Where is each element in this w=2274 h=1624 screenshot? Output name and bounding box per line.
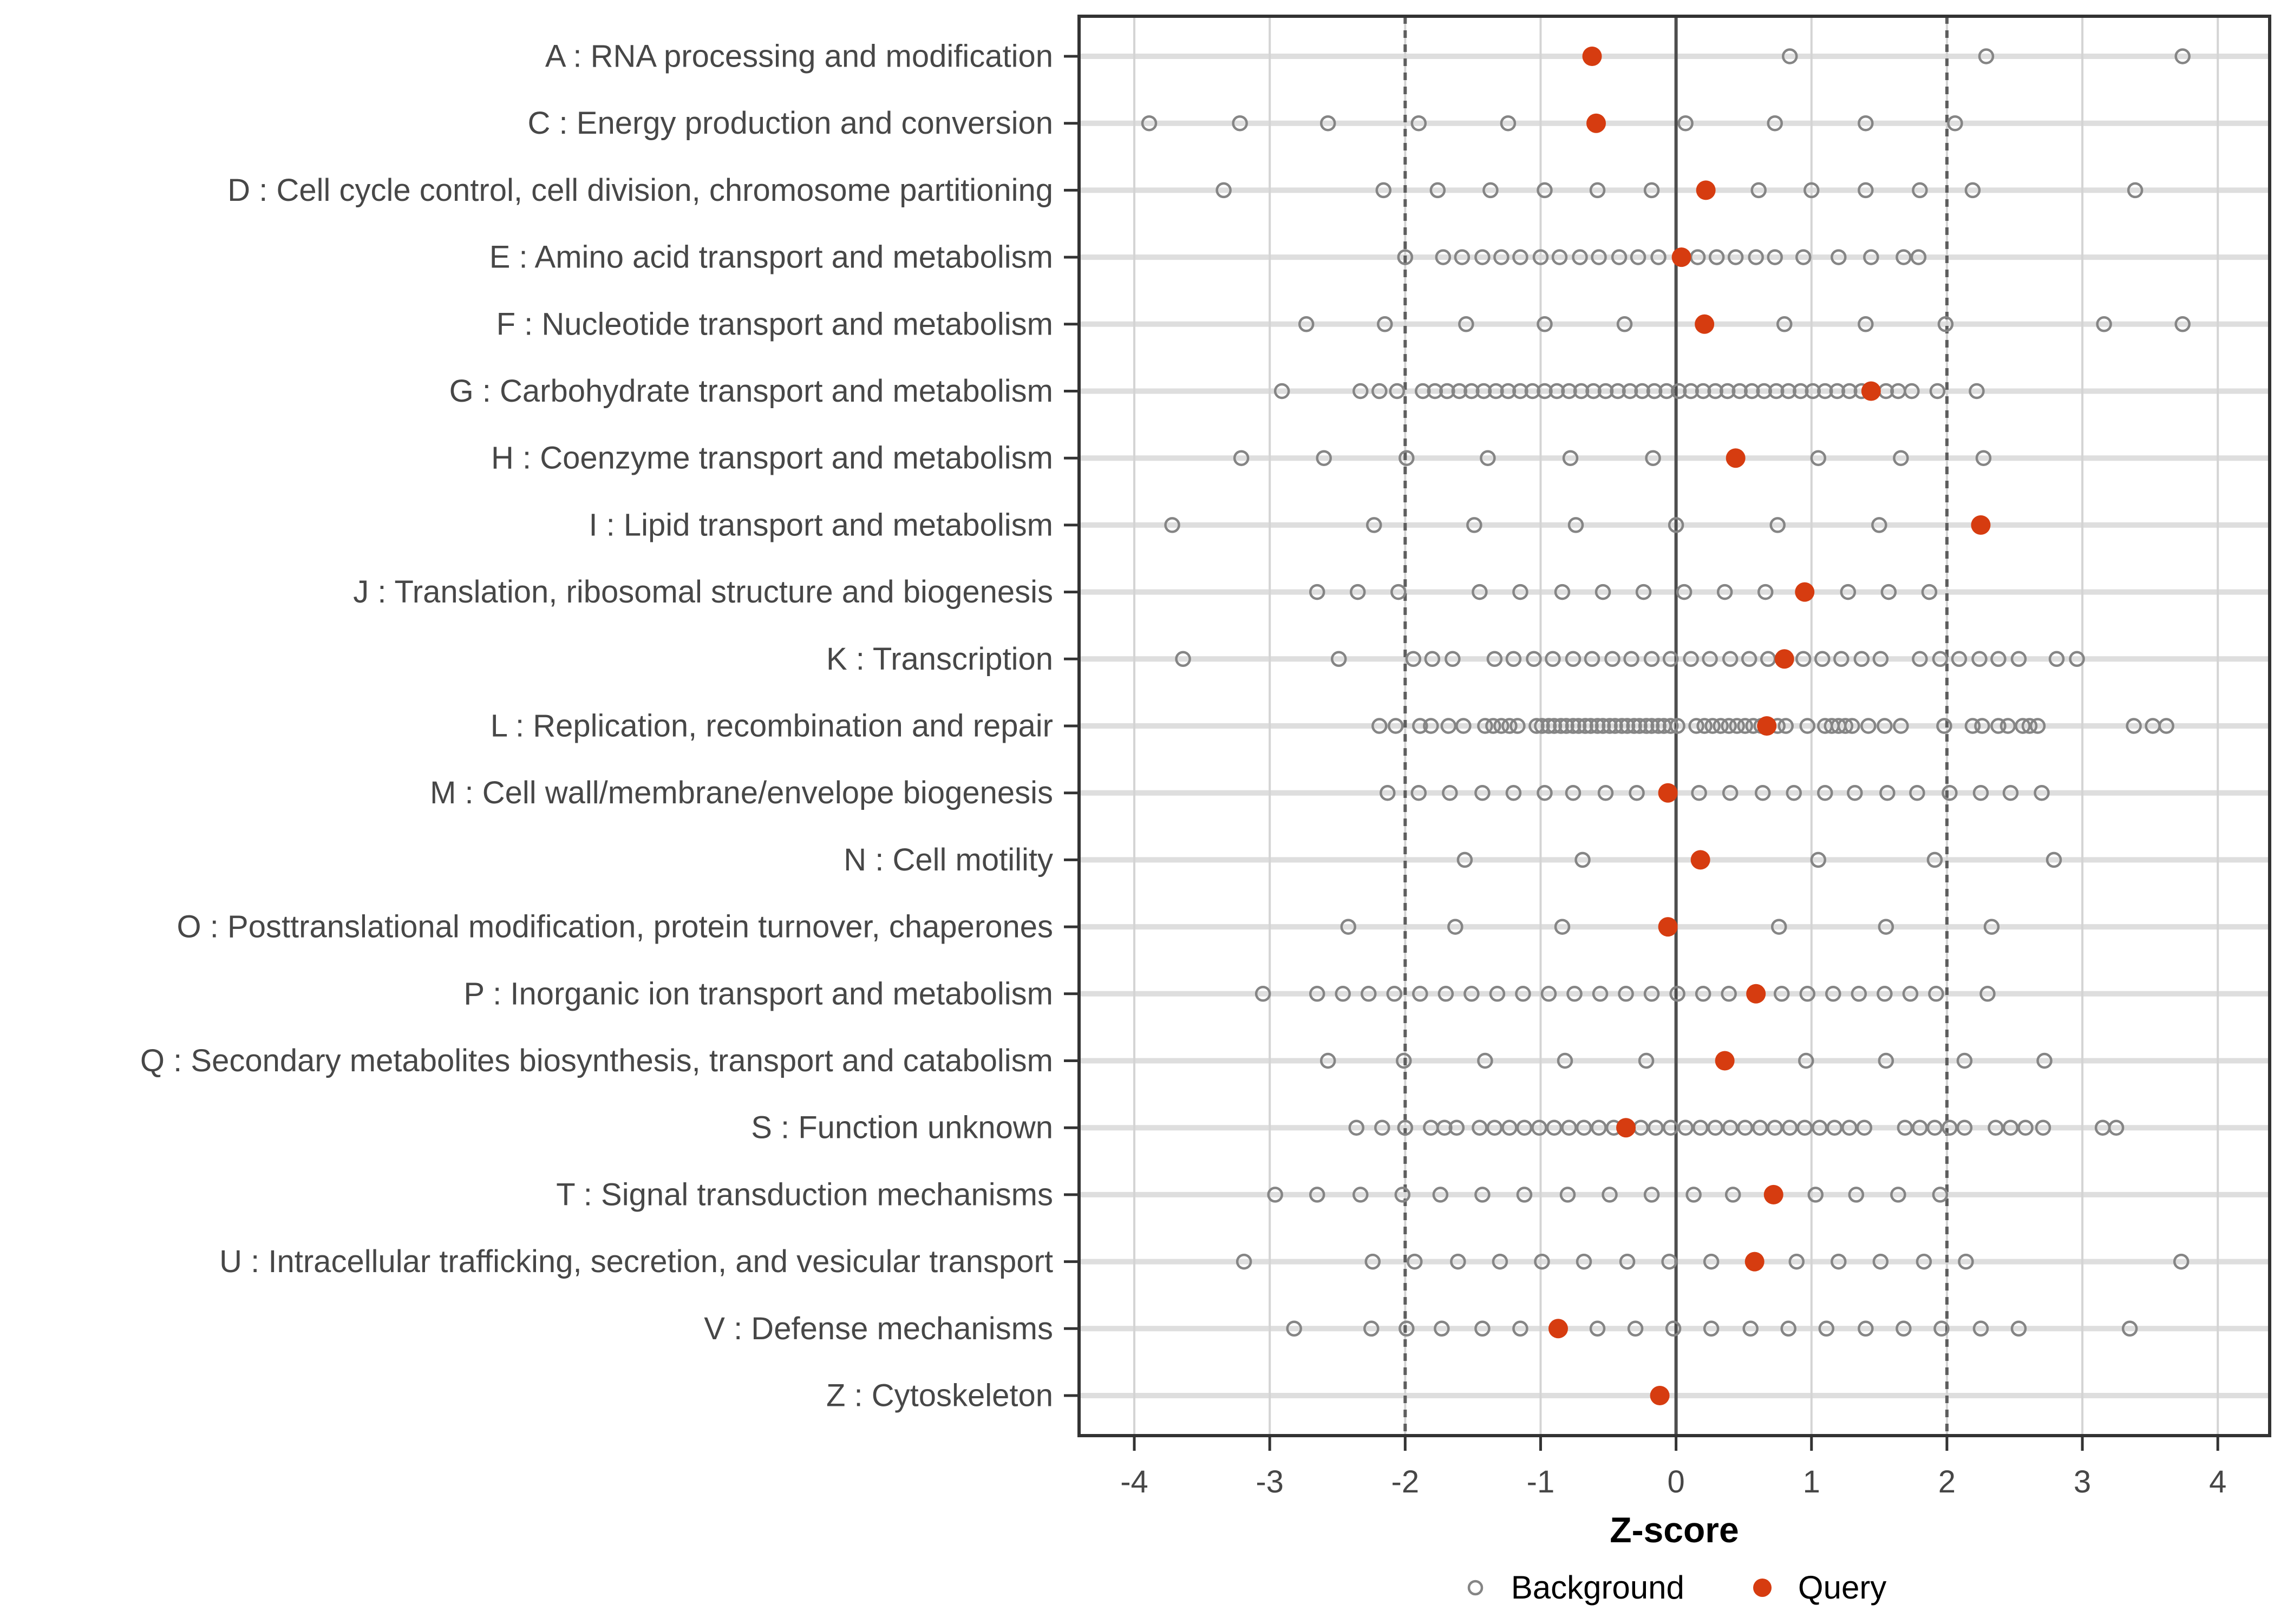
y-axis-label: H : Coenzyme transport and metabolism (491, 440, 1053, 476)
query-point (1586, 114, 1606, 133)
y-axis-label: M : Cell wall/membrane/envelope biogenesis (430, 775, 1053, 811)
y-axis-label: T : Signal transduction mechanisms (556, 1177, 1053, 1213)
query-point (1775, 649, 1794, 669)
query-point (1715, 1051, 1735, 1071)
query-point (1971, 515, 1990, 535)
query-point (1548, 1319, 1568, 1338)
query-point (1861, 382, 1881, 401)
query-point-icon (1749, 1575, 1775, 1601)
x-tick-label: -2 (1391, 1464, 1420, 1499)
query-point (1746, 984, 1766, 1004)
query-point (1658, 783, 1678, 803)
y-axis-label: J : Translation, ribosomal structure and biogenesis (353, 574, 1053, 610)
x-tick-label: 4 (2209, 1464, 2227, 1499)
query-point (1650, 1386, 1670, 1405)
x-tick-label: -4 (1120, 1464, 1148, 1499)
query-point (1695, 315, 1714, 334)
legend-item-background (1462, 1569, 1684, 1606)
query-point (1795, 582, 1814, 602)
y-axis-label: F : Nucleotide transport and metabolism (496, 306, 1053, 342)
y-axis-label: U : Intracellular trafficking, secretion, and vesicular transport (219, 1244, 1053, 1280)
x-tick-label: 2 (1938, 1464, 1956, 1499)
y-axis-label: V : Defense mechanisms (704, 1311, 1053, 1346)
query-point (1696, 180, 1716, 200)
y-axis-label: P : Inorganic ion transport and metabolism (463, 976, 1053, 1012)
query-point (1726, 448, 1746, 468)
y-axis-label: E : Amino acid transport and metabolism (489, 239, 1053, 275)
x-tick-label: -1 (1526, 1464, 1555, 1499)
query-point (1616, 1118, 1636, 1137)
legend-label-query: Query (1798, 1569, 1887, 1606)
y-axis-label: Q : Secondary metabolites biosynthesis, transport and catabolism (140, 1043, 1053, 1078)
background-point-icon (1462, 1575, 1488, 1601)
legend-item-query (1749, 1569, 1886, 1606)
query-point (1691, 850, 1710, 869)
legend-label-background: Background (1511, 1569, 1684, 1606)
y-axis-label: G : Carbohydrate transport and metabolism (449, 374, 1053, 409)
query-point (1583, 47, 1602, 66)
x-tick-label: 1 (1802, 1464, 1820, 1499)
y-axis-label: K : Transcription (826, 641, 1053, 677)
y-axis-label: I : Lipid transport and metabolism (589, 507, 1053, 543)
x-tick-label: -3 (1256, 1464, 1284, 1499)
y-axis-label: S : Function unknown (751, 1110, 1053, 1145)
y-axis-label: A : RNA processing and modification (545, 38, 1053, 74)
query-point (1757, 716, 1776, 736)
query-point (1672, 247, 1691, 267)
query-point (1764, 1185, 1783, 1204)
y-axis-label: D : Cell cycle control, cell division, chromosome partitioning (227, 172, 1053, 208)
x-tick-label: 0 (1667, 1464, 1685, 1499)
query-point (1745, 1252, 1765, 1272)
y-axis-label: O : Posttranslational modification, protein turnover, chaperones (177, 909, 1053, 945)
y-axis-label: N : Cell motility (844, 842, 1053, 878)
y-axis-label: L : Replication, recombination and repair (490, 708, 1053, 744)
query-point (1658, 917, 1678, 937)
legend (1079, 1569, 2270, 1606)
x-tick-label: 3 (2073, 1464, 2092, 1499)
x-axis-title: Z-score (1610, 1510, 1739, 1550)
y-axis-label: C : Energy production and conversion (527, 106, 1053, 141)
y-axis-label: Z : Cytoskeleton (826, 1378, 1053, 1413)
